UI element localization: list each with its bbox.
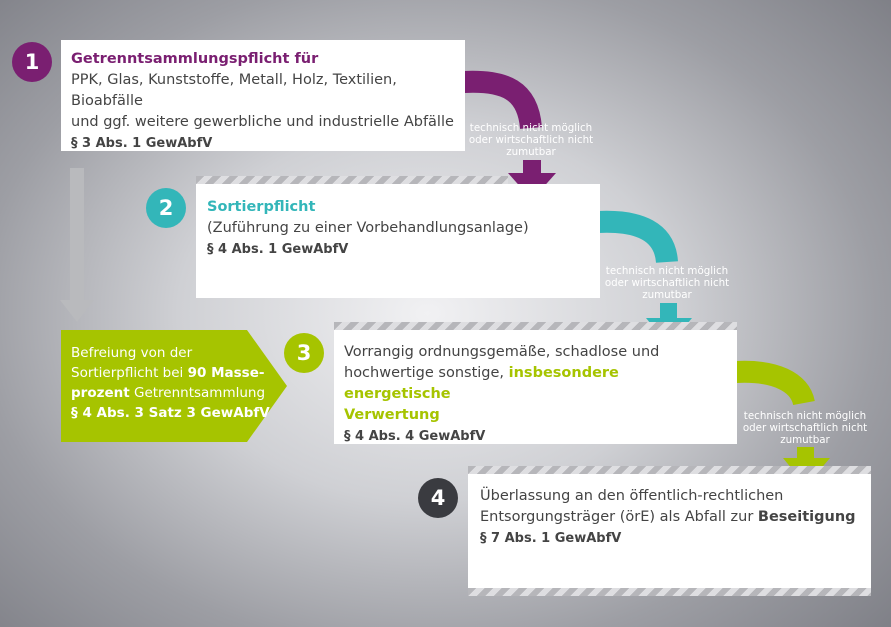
step-1-line-1: PPK, Glas, Kunststoffe, Metall, Holz, Textilien, Bioabfälle [71,72,397,109]
step-3-law: § 4 Abs. 4 GewAbfV [344,429,486,444]
step-4-law: § 7 Abs. 1 GewAbfV [480,531,622,546]
step-3-line-2: hochwertige sonstige, insbesondere energetische [344,365,619,402]
step-4-bottom-stripe [468,588,871,596]
step-1-badge: 1 [12,42,52,82]
exemption-law: § 4 Abs. 3 Satz 3 GewAbfV [71,405,270,421]
step-4-box [468,474,871,588]
step-3-stripe [334,322,737,330]
step-3-line-1: Vorrangig ordnungsgemäße, schadlose und [344,344,660,360]
step-3-box [334,330,737,444]
step-4-badge: 4 [418,478,458,518]
step-4-line-1: Überlassung an den öffentlich-rechtlichen [480,488,784,504]
condition-note-1: technisch nicht möglich oder wirtschaftlich nicht zumutbar [468,122,594,158]
step-1-line-2: und ggf. weitere gewerbliche und industrielle Abfälle [71,114,454,130]
exemption-line-2: Sortierpflicht bei 90 Masse- [71,365,265,381]
step-2-badge: 2 [146,188,186,228]
exemption-line-3: prozent Getrenntsammlung [71,385,266,401]
step-2-line: (Zuführung zu einer Vorbehandlungsanlage) [207,220,529,236]
step-1-law: § 3 Abs. 1 GewAbfV [71,136,213,151]
exemption-text [71,343,271,423]
step-1-title: Getrenntsammlungspflicht für [71,51,319,67]
condition-note-2: technisch nicht möglich oder wirtschaftlich nicht zumutbar [604,265,730,301]
step-3-line-3: Verwertung [344,407,440,423]
step-4-line-2: Entsorgungsträger (örE) als Abfall zur Beseitigung [480,509,856,525]
exemption-line-1: Befreiung von der [71,345,193,361]
step-4-stripe [468,466,871,474]
step-3-badge: 3 [284,333,324,373]
condition-note-3: technisch nicht möglich oder wirtschaftlich nicht zumutbar [742,410,868,446]
step-2-law: § 4 Abs. 1 GewAbfV [207,242,349,257]
step-2-title: Sortierpflicht [207,199,316,215]
